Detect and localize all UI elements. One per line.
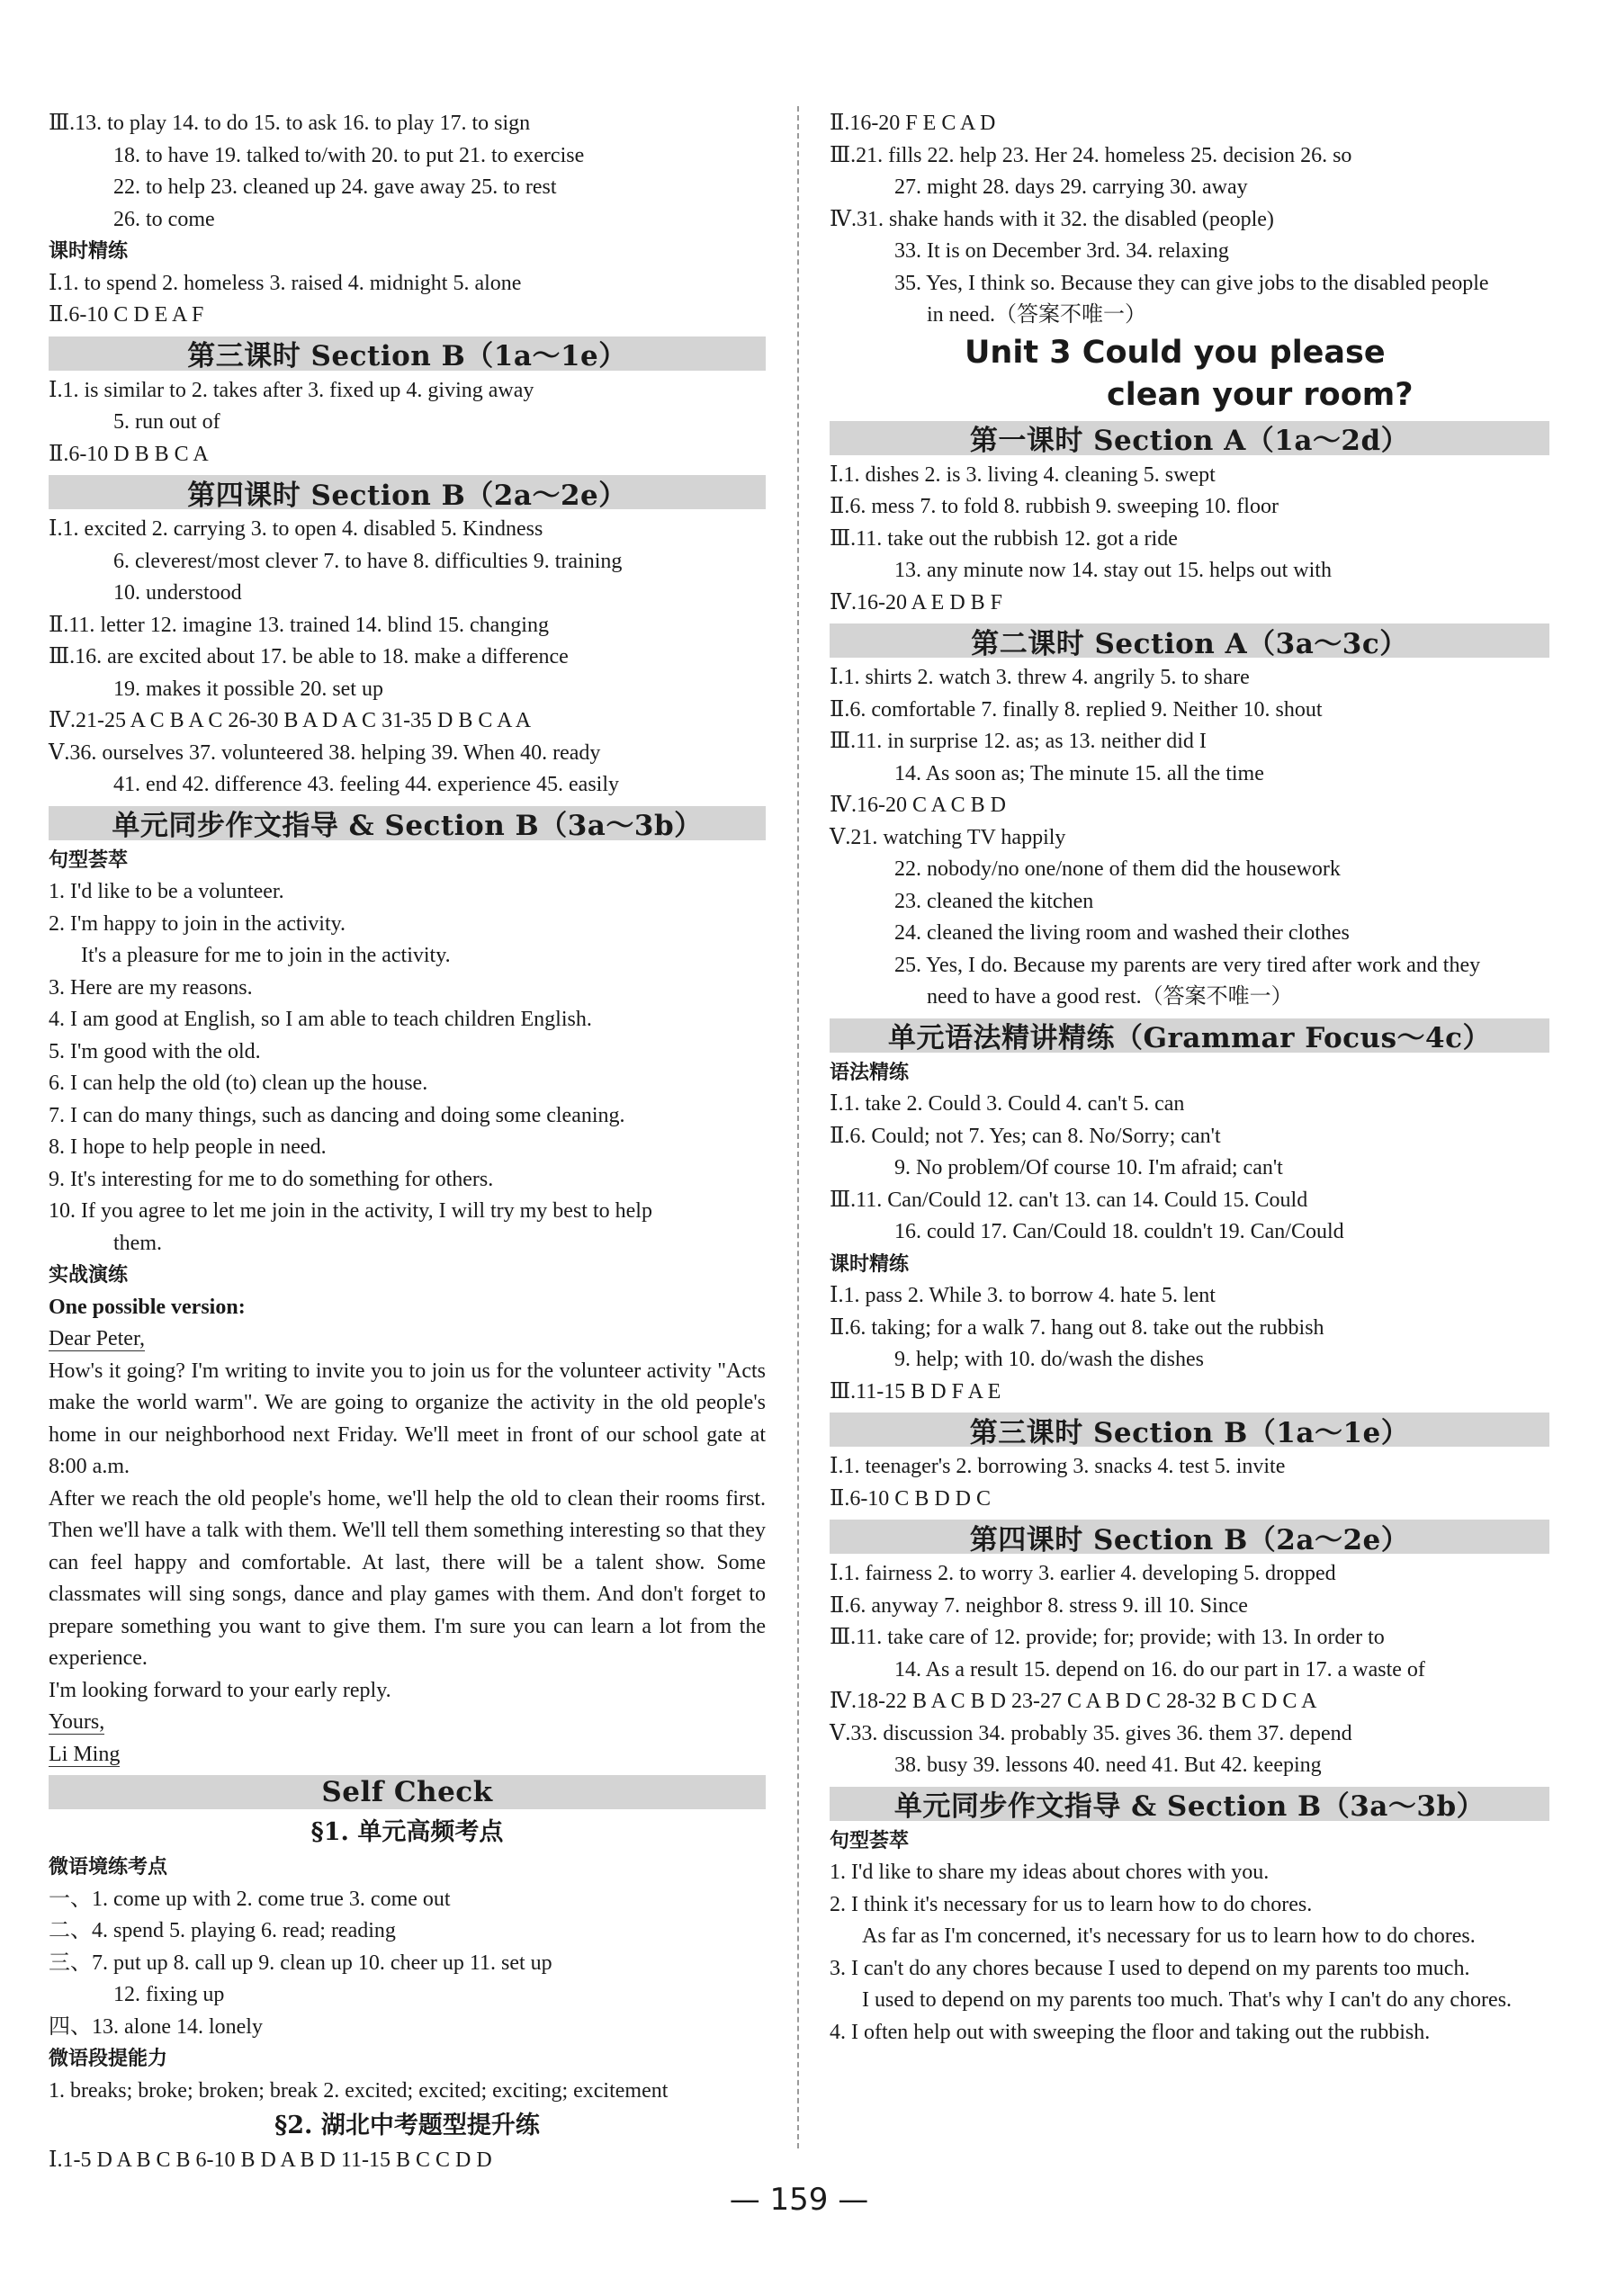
letter-line <box>49 1323 766 1356</box>
answer-line: 35. Yes, I think so. Because they can give jobs to the disabled people <box>894 271 1489 295</box>
answer-line: Ⅱ.6-10 C D E A F <box>49 303 204 327</box>
answer-line: 二、4. spend 5. playing 6. read; reading <box>49 1919 396 1942</box>
answer-line: Ⅱ.6-10 C B D D C <box>830 1486 991 1511</box>
answer-line: 四、13. alone 14. lonely <box>49 2014 263 2039</box>
answer-line: 10. If you agree to let me join in the activity, I will try my best to help <box>49 1199 652 1223</box>
section-header-text: 第三课时 Section B（1a～1e） <box>187 340 627 372</box>
answer-line: Ⅱ.11. letter 12. imagine 13. trained 14. blind 15. changing <box>49 613 549 637</box>
answer-line: 22. nobody/no one/none of them did the housework <box>894 857 1341 881</box>
section-header-text: Self Check <box>321 1776 493 1808</box>
letter-line <box>49 1707 766 1739</box>
letter-line-text: Li Ming <box>49 1742 121 1766</box>
answer-line: 14. As a result 15. depend on 16. do our part in 17. a waste of <box>894 1657 1425 1682</box>
answer-line: Ⅲ.11-15 B D F A E <box>830 1379 1001 1404</box>
left-column <box>49 108 766 2177</box>
letter-line <box>49 1739 766 1771</box>
answer-line: 25. Yes, I do. Because my parents are very tired after work and they <box>894 953 1481 977</box>
subheading: §1. 单元高频考点 <box>310 1818 504 1846</box>
unit-title <box>830 332 1549 417</box>
answer-line: Ⅳ.16-20 A E D B F <box>830 590 1002 614</box>
answer-line: 1. I'd like to be a volunteer. <box>49 880 284 903</box>
answer-line: 24. cleaned the living room and washed their clothes <box>894 921 1350 945</box>
answer-line: Ⅱ.16-20 F E C A D <box>830 112 996 135</box>
section-header-text: 单元同步作文指导 & Section B（3a～3b） <box>893 1790 1486 1823</box>
answer-line: 9. help; with 10. do/wash the dishes <box>894 1348 1204 1371</box>
answer-line: Ⅱ.6-10 D B B C A <box>49 442 209 466</box>
answer-line: Ⅰ.1. is similar to 2. takes after 3. fixed up 4. giving away <box>49 378 534 402</box>
answer-line: Ⅲ.11. in surprise 12. as; as 13. neither did I <box>830 730 1207 753</box>
answer-line: 1. I'd like to share my ideas about chores with you. <box>830 1861 1270 1884</box>
answer-line: Ⅳ.21-25 A C B A C 26-30 B A D A C 31-35 D B C A A <box>49 709 532 732</box>
unit-title-line-1: Unit 3 Could you please <box>965 334 1386 371</box>
section-header <box>49 336 766 371</box>
column-divider <box>797 106 799 2148</box>
answer-line: Ⅲ.11. take care of 12. provide; for; provide; with 13. In order to <box>830 1626 1385 1649</box>
answer-line: Ⅳ.18-22 B A C B D 23-27 C A B D C 28-32 B C D C A <box>830 1690 1317 1713</box>
answer-line: Ⅰ.1. dishes 2. is 3. living 4. cleaning 5. swept <box>830 462 1216 487</box>
answer-line: Ⅰ.1. take 2. Could 3. Could 4. can't 5. can <box>830 1092 1185 1116</box>
answer-line: Ⅰ.1. shirts 2. watch 3. threw 4. angrily 5. to share <box>830 666 1250 689</box>
answer-line: 2. I think it's necessary for us to learn how to do chores. <box>830 1892 1313 1916</box>
answer-line: 2. I'm happy to join in the activity. <box>49 911 346 936</box>
answer-line: Ⅲ.16. are excited about 17. be able to 18. make a difference <box>49 645 569 668</box>
answer-line: 5. run out of <box>113 410 220 434</box>
answer-line: Ⅲ.11. Can/Could 12. can't 13. can 14. Could 15. Could <box>830 1188 1308 1212</box>
answer-line: Ⅴ.36. ourselves 37. volunteered 38. helping 39. When 40. ready <box>49 740 601 765</box>
answer-line: Ⅳ.16-20 C A C B D <box>830 794 1007 817</box>
answer-line: Ⅱ.6. comfortable 7. finally 8. replied 9. Neither 10. shout <box>830 697 1323 722</box>
answer-line: 一、1. come up with 2. come true 3. come out <box>49 1887 451 1911</box>
section-header <box>830 1413 1549 1447</box>
answer-line: 16. could 17. Can/Could 18. couldn't 19. Can/Could <box>894 1220 1344 1243</box>
answer-line: 19. makes it possible 20. set up <box>113 677 383 701</box>
answer-line: 6. cleverest/most clever 7. to have 8. difficulties 9. training <box>113 549 623 573</box>
answer-line: Ⅰ.1-5 D A B C B 6-10 B D A B D 11-15 B C C D D <box>49 2148 492 2172</box>
section-header-text: 第二课时 Section A（3a～3c） <box>971 627 1408 660</box>
answer-line: 22. to help 23. cleaned up 24. gave away 25. to rest <box>113 175 557 199</box>
answer-line: 38. busy 39. lessons 40. need 41. But 42. keeping <box>894 1753 1322 1777</box>
answer-line: Ⅰ.1. to spend 2. homeless 3. raised 4. midnight 5. alone <box>49 271 522 295</box>
answer-line: need to have a good rest.（答案不唯一） <box>927 985 1293 1009</box>
answer-line: Ⅴ.21. watching TV happily <box>830 825 1066 849</box>
subsection-label: 句型荟萃 <box>830 1829 910 1852</box>
section-header <box>49 1775 766 1809</box>
answer-line: Ⅲ.13. to play 14. to do 15. to ask 16. to play 17. to sign <box>49 112 531 135</box>
answer-line: 9. No problem/Of course 10. I'm afraid; can't <box>894 1156 1283 1179</box>
section-header <box>830 421 1549 455</box>
answer-line: 9. It's interesting for me to do something for others. <box>49 1167 494 1191</box>
answer-line: Ⅰ.1. fairness 2. to worry 3. earlier 4. developing 5. dropped <box>830 1562 1336 1585</box>
subsection-label: 微语段提能力 <box>49 2048 168 2070</box>
section-header-text: 第四课时 Section B（2a～2e） <box>187 479 627 512</box>
answer-line: 26. to come <box>113 207 215 231</box>
section-header <box>830 1787 1549 1821</box>
section-header-text: 单元语法精讲精练（Grammar Focus～4c） <box>887 1022 1491 1054</box>
section-header-text: 第三课时 Section B（1a～1e） <box>969 1416 1410 1449</box>
answer-line: 33. It is on December 3rd. 34. relaxing <box>894 239 1229 263</box>
answer-line: Ⅳ.31. shake hands with it 32. the disabled (people) <box>830 207 1274 231</box>
answer-line: 三、7. put up 8. call up 9. clean up 10. cheer up 11. set up <box>49 1951 552 1975</box>
answer-line: Ⅱ.6. taking; for a walk 7. hang out 8. take out the rubbish <box>830 1315 1324 1340</box>
subheading: §2. 湖北中考题型提升练 <box>274 2112 540 2139</box>
answer-line: Ⅴ.33. discussion 34. probably 35. gives 36. them 37. depend <box>830 1721 1352 1745</box>
answer-line: 12. fixing up <box>113 1983 225 2006</box>
answer-line: 14. As soon as; The minute 15. all the time <box>894 761 1264 785</box>
section-header <box>49 475 766 512</box>
section-header <box>830 1520 1549 1554</box>
answer-line: Ⅲ.21. fills 22. help 23. Her 24. homeless 25. decision 26. so <box>830 143 1352 167</box>
answer-line: 13. any minute now 14. stay out 15. helps out with <box>894 559 1332 582</box>
subsection-label: 微语境练考点 <box>49 1856 168 1879</box>
answer-line: Ⅱ.6. Could; not 7. Yes; can 8. No/Sorry; can't <box>830 1124 1221 1148</box>
page-number: — 159 — <box>729 2182 869 2218</box>
answer-line: It's a pleasure for me to join in the activity. <box>81 944 451 967</box>
subsection-label: 课时精练 <box>49 240 129 263</box>
answer-line: 18. to have 19. talked to/with 20. to put 21. to exercise <box>113 143 585 167</box>
answer-line: Ⅰ.1. teenager's 2. borrowing 3. snacks 4. test 5. invite <box>830 1455 1286 1478</box>
answer-line: 8. I hope to help people in need. <box>49 1135 327 1159</box>
subsection-label: 句型荟萃 <box>49 848 129 872</box>
answer-line: Ⅰ.1. pass 2. While 3. to borrow 4. hate 5. lent <box>830 1284 1216 1307</box>
paragraph: 3. I can't do any chores because I used to depend on my parents too much. <box>830 1956 1470 1980</box>
right-column <box>830 108 1549 2049</box>
subsection-label: 课时精练 <box>830 1252 910 1276</box>
answer-line: 41. end 42. difference 43. feeling 44. experience 45. easily <box>113 773 620 796</box>
answer-line: Ⅰ.1. excited 2. carrying 3. to open 4. disabled 5. Kindness <box>49 517 543 541</box>
answer-line: 5. I'm good with the old. <box>49 1039 261 1063</box>
answer-line: 4. I often help out with sweeping the floor and taking out the rubbish. <box>830 2020 1431 2044</box>
section-header-text: 第四课时 Section B（2a～2e） <box>969 1523 1410 1556</box>
answer-line: Ⅲ.11. take out the rubbish 12. got a ride <box>830 526 1178 551</box>
section-header <box>830 1018 1549 1053</box>
subsection-label: 实战演练 <box>49 1264 129 1287</box>
answer-line: in need.（答案不唯一） <box>927 303 1146 327</box>
answer-line: 23. cleaned the kitchen <box>894 889 1094 913</box>
answer-line: them. <box>113 1231 162 1255</box>
answer-line: Ⅱ.6. anyway 7. neighbor 8. stress 9. ill 10. Since <box>830 1593 1248 1618</box>
answer-line: 1. breaks; broke; broken; break 2. excited; excited; exciting; excitement <box>49 2078 669 2103</box>
answer-line: 7. I can do many things, such as dancing and doing some cleaning. <box>49 1103 625 1127</box>
unit-title-line-2: clean your room? <box>1107 376 1414 413</box>
section-header <box>49 806 766 840</box>
section-header-text: 单元同步作文指导 & Section B（3a～3b） <box>112 810 703 842</box>
paragraph: After we reach the old people's home, we'll help the old to clean their rooms first. Then we'll have a talk with them. We'll tell them something interesting so that they can feel happy and comfortable. At last, there will be a talent show. Some classmates will sing songs, dance and play games with them. And don't forget to prepare something you want to give them. I'm sure you can learn a lot from the experience. <box>49 1486 766 1670</box>
answer-line: 4. I am good at English, so I am able to teach children English. <box>49 1008 592 1031</box>
subsection-label: 语法精练 <box>830 1061 910 1084</box>
answer-line: I'm looking forward to your early reply. <box>49 1678 391 1702</box>
paragraph: As far as I'm concerned, it's necessary for us to learn how to do chores. <box>862 1924 1476 1948</box>
section-header <box>830 623 1549 658</box>
answer-line: 6. I can help the old (to) clean up the house. <box>49 1072 428 1095</box>
paragraph: How's it going? I'm writing to invite you to join us for the volunteer activity "Acts make the world warm". We are going to organize the activity in the old people's home in our neighborhood next Friday. We'll meet in front of our school gate at 8:00 a.m. <box>49 1359 766 1478</box>
section-header-text: 第一课时 Section A（1a～2d） <box>969 425 1410 457</box>
answer-line: 10. understood <box>113 581 242 605</box>
paragraph: I used to depend on my parents too much. That's why I can't do any chores. <box>862 1988 1513 2012</box>
answer-line: Ⅱ.6. mess 7. to fold 8. rubbish 9. sweeping 10. floor <box>830 495 1279 518</box>
version-label: One possible version: <box>49 1295 246 1319</box>
letter-line-text: Yours, <box>49 1710 105 1734</box>
answer-line: 3. Here are my reasons. <box>49 975 253 1000</box>
answer-line: 27. might 28. days 29. carrying 30. away <box>894 175 1248 199</box>
letter-line-text: Dear Peter, <box>49 1327 145 1350</box>
